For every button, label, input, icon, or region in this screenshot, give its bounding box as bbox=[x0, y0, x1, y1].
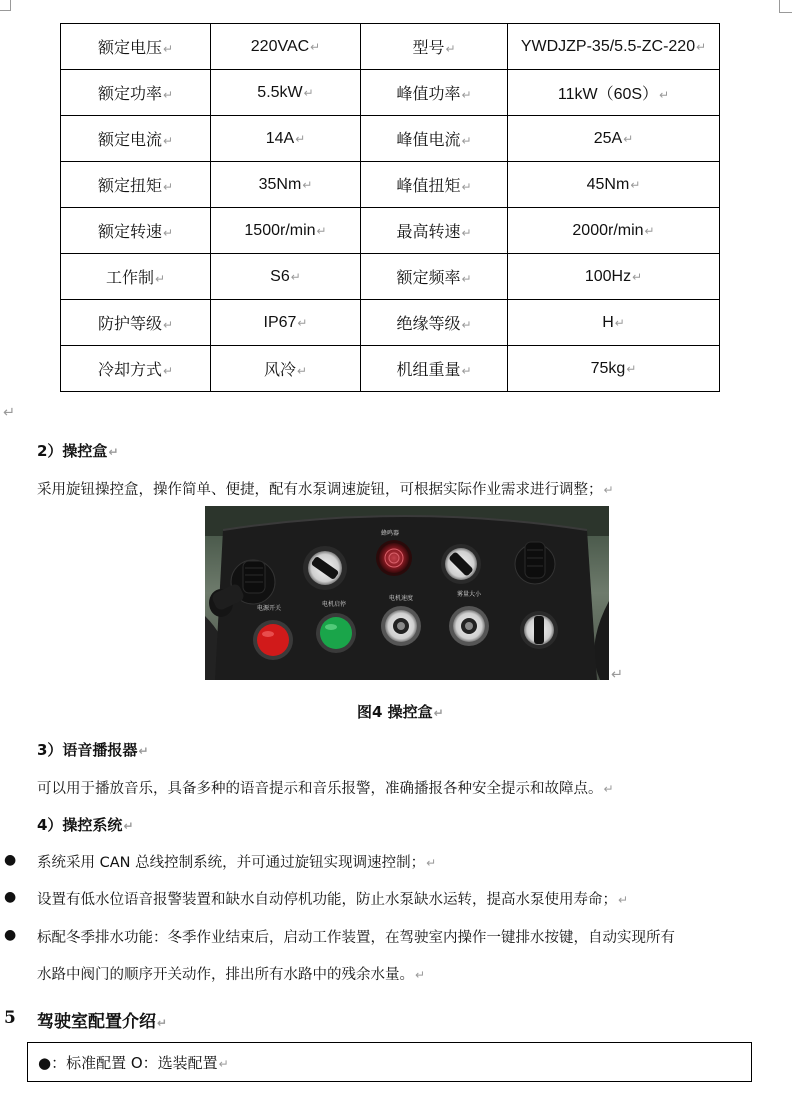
motor-start-label: 电机启停 bbox=[322, 601, 347, 608]
paragraph-mark: ↵ bbox=[630, 177, 641, 192]
paragraph-mark: ↵ bbox=[632, 269, 643, 284]
rotary-switch-left bbox=[303, 546, 347, 590]
motor-speed-knob bbox=[381, 606, 421, 646]
paragraph-mark: ↵ bbox=[415, 968, 426, 982]
spec-label-cell bbox=[361, 300, 508, 346]
section3-text: 可以用于播放音乐，具备多种的语音提示和音乐报警，准确播报各种安全提示和故障点。 bbox=[37, 781, 603, 797]
spec-value-cell bbox=[508, 24, 720, 70]
crop-mark-top-left bbox=[0, 0, 11, 11]
figure-caption-text: 图4 操控盒 bbox=[357, 703, 433, 721]
paragraph-mark: ↵ bbox=[154, 272, 166, 286]
power-switch-label: 电源开关 bbox=[257, 605, 282, 612]
spec-value-cell bbox=[508, 116, 720, 162]
spec-label-cell bbox=[61, 300, 211, 346]
bullet-text: 设置有低水位语音报警装置和缺水自动停机功能，防止水泵缺水运转，提高水泵使用寿命； bbox=[37, 892, 617, 908]
section4-heading-text: 4）操控系统 bbox=[37, 816, 123, 834]
motor-spec-table bbox=[60, 23, 720, 392]
paragraph-mark: ↵ bbox=[108, 445, 119, 459]
spec-value-cell bbox=[508, 70, 720, 116]
spec-row bbox=[61, 300, 720, 346]
paragraph-mark: ↵ bbox=[316, 223, 327, 238]
paragraph-mark: ↵ bbox=[614, 315, 625, 330]
spec-label: 最高转速 bbox=[396, 222, 461, 241]
spec-label-cell bbox=[61, 254, 211, 300]
spec-label-cell bbox=[61, 162, 211, 208]
paragraph-mark: ↵ bbox=[162, 180, 174, 194]
spec-value-cell bbox=[211, 116, 361, 162]
spec-row bbox=[61, 70, 720, 116]
section4-bullet-3-continued bbox=[37, 963, 425, 984]
spec-label-cell bbox=[61, 346, 211, 392]
spec-label: 额定频率 bbox=[396, 268, 461, 287]
paragraph-mark: ↵ bbox=[162, 88, 174, 102]
paragraph-mark: ↵ bbox=[461, 88, 472, 102]
spec-value-cell bbox=[211, 70, 361, 116]
section3-heading bbox=[37, 739, 149, 760]
paragraph-mark: ↵ bbox=[445, 42, 456, 56]
spec-label: 冷却方式 bbox=[97, 360, 162, 379]
spec-value: 35Nm bbox=[258, 175, 302, 193]
spec-label-cell bbox=[361, 346, 508, 392]
spec-value-cell bbox=[508, 254, 720, 300]
green-start-button bbox=[316, 613, 356, 653]
spray-size-knob bbox=[449, 606, 489, 646]
paragraph-mark: ↵ bbox=[162, 134, 174, 148]
section2-heading bbox=[37, 440, 119, 461]
spec-label-cell bbox=[61, 24, 211, 70]
spray-size-label: 雾量大小 bbox=[457, 591, 482, 598]
spec-value-cell bbox=[508, 346, 720, 392]
section4-bullet-3 bbox=[37, 926, 675, 947]
paragraph-mark: ↵ bbox=[303, 85, 314, 100]
bullet-text: 系统采用 CAN 总线控制系统，并可通过旋钮实现调速控制； bbox=[37, 855, 426, 871]
paragraph-mark: ↵ bbox=[433, 706, 444, 720]
section2-paragraph bbox=[37, 478, 614, 499]
spec-label: 防护等级 bbox=[97, 314, 162, 333]
section4-bullet-1 bbox=[37, 851, 436, 872]
spec-value: 220VAC bbox=[250, 37, 310, 55]
spec-row bbox=[61, 162, 720, 208]
paragraph-mark: ↵ bbox=[461, 272, 472, 286]
spec-label-cell bbox=[61, 70, 211, 116]
spec-label-cell bbox=[361, 24, 508, 70]
paragraph-mark: ↵ bbox=[162, 226, 174, 240]
section3-paragraph bbox=[37, 777, 614, 798]
spec-value: 75kg bbox=[590, 359, 626, 377]
spec-value: 14A bbox=[265, 129, 295, 147]
spec-value: H bbox=[602, 313, 614, 331]
spec-value: 45Nm bbox=[586, 175, 630, 193]
spec-row bbox=[61, 254, 720, 300]
spec-value-cell bbox=[508, 300, 720, 346]
spec-label: 额定电压 bbox=[97, 38, 162, 57]
spec-label: 额定转速 bbox=[97, 222, 162, 241]
spec-label: 型号 bbox=[412, 38, 445, 57]
spec-label: 额定电流 bbox=[97, 130, 162, 149]
section3-heading-text: 3）语音播报器 bbox=[37, 741, 138, 759]
spec-value: S6 bbox=[270, 267, 290, 285]
spec-value-cell bbox=[211, 346, 361, 392]
paragraph-mark: ↵ bbox=[302, 177, 313, 192]
config-legend bbox=[38, 1052, 229, 1073]
buzzer-label: 蜂鸣器 bbox=[381, 530, 400, 537]
config-legend-box bbox=[27, 1042, 752, 1082]
rotary-switch-right bbox=[520, 611, 558, 649]
spec-label: 峰值扭矩 bbox=[396, 176, 461, 195]
paragraph-mark: ↵ bbox=[461, 226, 472, 240]
spec-label: 峰值功率 bbox=[396, 84, 461, 103]
paragraph-mark: ↵ bbox=[157, 1016, 168, 1030]
spec-label-cell bbox=[361, 208, 508, 254]
paragraph-mark: ↵ bbox=[218, 1057, 229, 1071]
paragraph-mark: ↵ bbox=[296, 364, 308, 378]
section4-bullet-2 bbox=[37, 888, 628, 909]
spec-value: 100Hz bbox=[584, 267, 632, 285]
spec-value: 1500r/min bbox=[244, 221, 316, 239]
red-power-button bbox=[253, 620, 293, 660]
spec-value: 25A bbox=[593, 129, 623, 147]
spec-label: 额定扭矩 bbox=[97, 176, 162, 195]
bullet-dot: ● bbox=[4, 927, 17, 943]
paragraph-mark: ↵ bbox=[618, 893, 629, 907]
buzzer bbox=[376, 540, 412, 576]
paragraph-mark: ↵ bbox=[162, 318, 174, 332]
spec-label-cell bbox=[61, 116, 211, 162]
spec-value-cell bbox=[211, 254, 361, 300]
spec-value: 11kW（60S） bbox=[557, 86, 659, 103]
paragraph-mark: ↵ bbox=[290, 269, 301, 284]
bullet-text: 标配冬季排水功能：冬季作业结束后，启动工作装置，在驾驶室内操作一键排水按键，自动实现所有 bbox=[37, 930, 675, 946]
spec-label: 工作制 bbox=[105, 268, 154, 287]
legend-text: ●：标准配置 O：选装配置 bbox=[38, 1054, 218, 1072]
paragraph-mark: ↵ bbox=[461, 364, 472, 378]
paragraph-mark: ↵ bbox=[603, 782, 614, 796]
paragraph-mark: ↵ bbox=[626, 361, 637, 376]
paragraph-mark: ↵ bbox=[297, 315, 308, 330]
bullet-dot: ● bbox=[4, 889, 17, 905]
section5-heading bbox=[37, 1007, 167, 1032]
spec-value: 5.5kW bbox=[257, 83, 303, 101]
rotary-switch-middle bbox=[441, 544, 481, 584]
bullet-dot: ● bbox=[4, 852, 17, 868]
paragraph-mark: ↵ bbox=[310, 39, 321, 54]
spec-value: IP67 bbox=[263, 313, 297, 331]
spec-value-cell bbox=[508, 208, 720, 254]
figure-caption bbox=[357, 701, 444, 722]
spec-value-cell bbox=[211, 300, 361, 346]
spec-label: 机组重量 bbox=[396, 360, 461, 379]
section5-heading-text: 驾驶室配置介绍 bbox=[37, 1012, 156, 1032]
spec-value: 风冷 bbox=[263, 362, 296, 379]
paragraph-mark: ↵ bbox=[603, 483, 614, 497]
spec-value-cell bbox=[211, 208, 361, 254]
spec-value-cell bbox=[508, 162, 720, 208]
paragraph-mark: ↵ bbox=[659, 88, 670, 102]
section5-number: 5 bbox=[4, 1008, 16, 1028]
spec-row bbox=[61, 346, 720, 392]
section2-text: 采用旋钮操控盒，操作简单、便捷，配有水泵调速旋钮，可根据实际作业需求进行调整； bbox=[37, 482, 603, 498]
spec-row bbox=[61, 116, 720, 162]
spec-label-cell bbox=[361, 116, 508, 162]
paragraph-mark: ↵ bbox=[426, 856, 437, 870]
paragraph-mark: ↵ bbox=[162, 364, 174, 378]
empty-paragraph-mark: ↵ bbox=[3, 405, 16, 421]
spec-label: 绝缘等级 bbox=[396, 314, 461, 333]
paragraph-mark: ↵ bbox=[162, 42, 174, 56]
paragraph-mark: ↵ bbox=[295, 131, 306, 146]
spec-label-cell bbox=[361, 162, 508, 208]
control-box-photo bbox=[205, 506, 609, 680]
spec-value: YWDJZP-35/5.5-ZC-220 bbox=[520, 37, 696, 55]
paragraph-mark: ↵ bbox=[461, 180, 472, 194]
paragraph-mark: ↵ bbox=[644, 223, 655, 238]
spec-label: 额定功率 bbox=[97, 84, 162, 103]
spec-value-cell bbox=[211, 24, 361, 70]
spec-row bbox=[61, 208, 720, 254]
paragraph-mark: ↵ bbox=[461, 134, 472, 148]
section4-heading bbox=[37, 814, 134, 835]
spec-value: 2000r/min bbox=[572, 221, 644, 239]
paragraph-mark: ↵ bbox=[696, 39, 707, 54]
paragraph-mark: ↵ bbox=[461, 318, 472, 332]
paragraph-mark: ↵ bbox=[138, 744, 149, 758]
figure-paragraph-mark: ↵ bbox=[611, 667, 624, 683]
paragraph-mark: ↵ bbox=[623, 131, 634, 146]
spec-label-cell bbox=[61, 208, 211, 254]
bullet-text: 水路中阀门的顺序开关动作，排出所有水路中的残余水量。 bbox=[37, 967, 414, 983]
crop-mark-top-right bbox=[779, 0, 792, 13]
spec-label-cell bbox=[361, 254, 508, 300]
section2-heading-text: 2）操控盒 bbox=[37, 442, 108, 460]
spec-label-cell bbox=[361, 70, 508, 116]
spec-value-cell bbox=[211, 162, 361, 208]
motor-speed-label: 电机速度 bbox=[389, 595, 414, 602]
paragraph-mark: ↵ bbox=[123, 819, 134, 833]
spec-label: 峰值电流 bbox=[396, 130, 461, 149]
spec-row bbox=[61, 24, 720, 70]
